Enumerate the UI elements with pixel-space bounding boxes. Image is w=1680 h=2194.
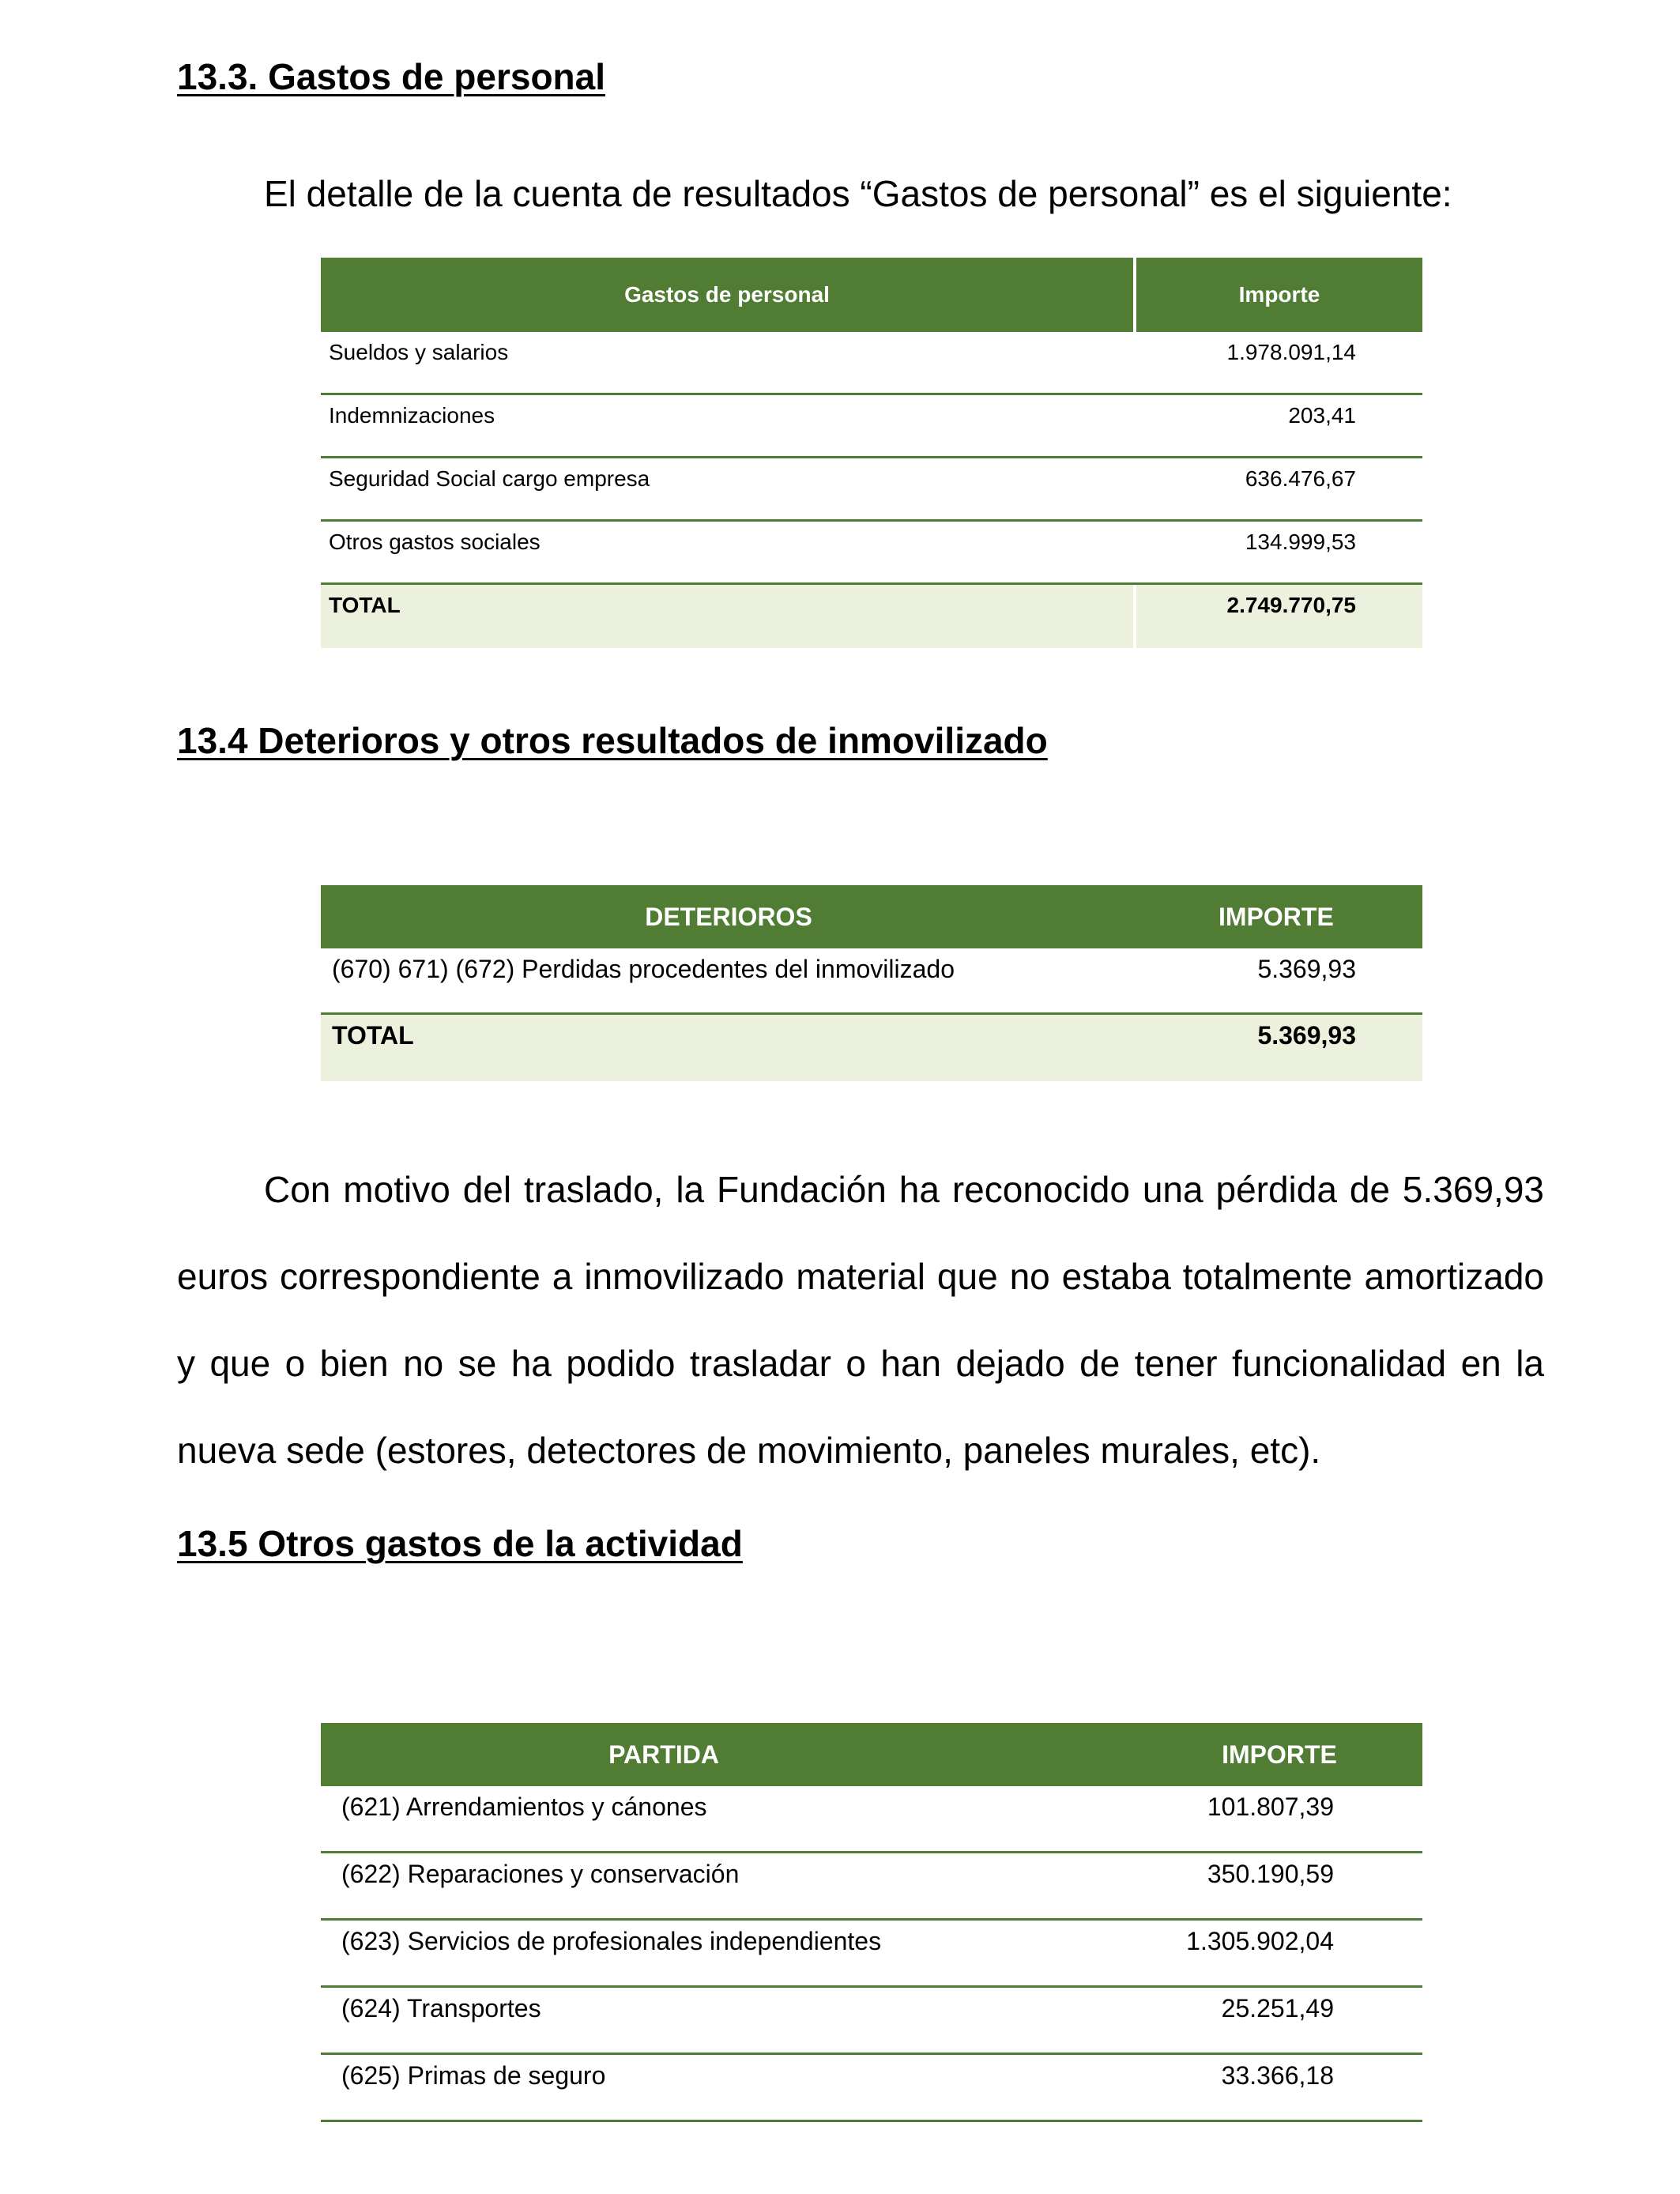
table-header xyxy=(321,258,1422,332)
table-row xyxy=(321,1853,1422,1921)
table-row xyxy=(321,1921,1422,1988)
table-header xyxy=(321,885,1422,948)
row-label: Sueldos y salarios xyxy=(329,340,509,364)
table-row xyxy=(321,395,1422,458)
row-label: (621) Arrendamientos y cánones xyxy=(341,1793,707,1821)
section-heading-otros-gastos: 13.5 Otros gastos de la actividad xyxy=(177,1523,743,1564)
column-header-amount: Importe xyxy=(1238,282,1320,307)
explanation-paragraph: Con motivo del traslado, la Fundación ha reconocido una pérdida de 5.369,93 euros correspondiente a inmovilizado material que no estaba totalmente amortizado y que o bien no se ha podido trasladar o han dejado de tener funcionalidad en la nueva sede (estores, detectores de movimiento, paneles murales, etc). xyxy=(177,1169,1544,1471)
row-value: 636.476,67 xyxy=(1245,466,1356,491)
row-value: 203,41 xyxy=(1288,403,1356,428)
table-row xyxy=(321,1988,1422,2055)
row-value: 350.190,59 xyxy=(1207,1860,1334,1888)
intro-text: El detalle de la cuenta de resultados “Gastos de personal” es el siguiente: xyxy=(264,173,1452,214)
table-row xyxy=(321,522,1422,585)
row-value: 5.369,93 xyxy=(1257,955,1356,983)
table-row xyxy=(321,332,1422,395)
row-label: Indemnizaciones xyxy=(329,403,495,428)
row-value: 33.366,18 xyxy=(1221,2061,1334,2090)
deterioros-table xyxy=(321,885,1422,1081)
table-row xyxy=(321,2055,1422,2122)
row-value: 1.305.902,04 xyxy=(1186,1927,1334,1955)
row-label: (624) Transportes xyxy=(341,1994,541,2022)
column-header-amount: IMPORTE xyxy=(1219,902,1334,931)
column-header-concept: DETERIOROS xyxy=(645,902,812,931)
table-row xyxy=(321,1786,1422,1853)
row-label: (670) 671) (672) Perdidas procedentes del inmovilizado xyxy=(332,955,955,983)
row-label: Seguridad Social cargo empresa xyxy=(329,466,650,491)
total-value: 5.369,93 xyxy=(1257,1021,1356,1050)
total-row xyxy=(321,585,1422,648)
total-label: TOTAL xyxy=(321,585,1136,648)
row-label: (622) Reparaciones y conservación xyxy=(341,1860,740,1888)
column-header-concept: PARTIDA xyxy=(608,1740,719,1769)
row-value: 101.807,39 xyxy=(1207,1793,1334,1821)
section-heading-gastos-personal: 13.3. Gastos de personal xyxy=(177,56,606,97)
row-label: Otros gastos sociales xyxy=(329,530,541,554)
row-value: 134.999,53 xyxy=(1245,530,1356,554)
total-row xyxy=(321,1015,1422,1081)
total-value: 2.749.770,75 xyxy=(1226,593,1356,617)
total-label: TOTAL xyxy=(332,1021,414,1050)
column-header-concept: Gastos de personal xyxy=(321,258,1136,332)
table-row xyxy=(321,458,1422,522)
section-heading-deterioros: 13.4 Deterioros y otros resultados de inmovilizado xyxy=(177,720,1048,761)
gastos-personal-table xyxy=(321,258,1422,648)
column-header-amount: IMPORTE xyxy=(1222,1740,1337,1769)
otros-gastos-table xyxy=(321,1723,1422,2122)
row-label: (623) Servicios de profesionales independientes xyxy=(341,1927,882,1955)
table-row xyxy=(321,948,1422,1015)
table-header xyxy=(321,1723,1422,1786)
row-label: (625) Primas de seguro xyxy=(341,2061,606,2090)
row-value: 25.251,49 xyxy=(1221,1994,1334,2022)
row-value: 1.978.091,14 xyxy=(1226,340,1356,364)
